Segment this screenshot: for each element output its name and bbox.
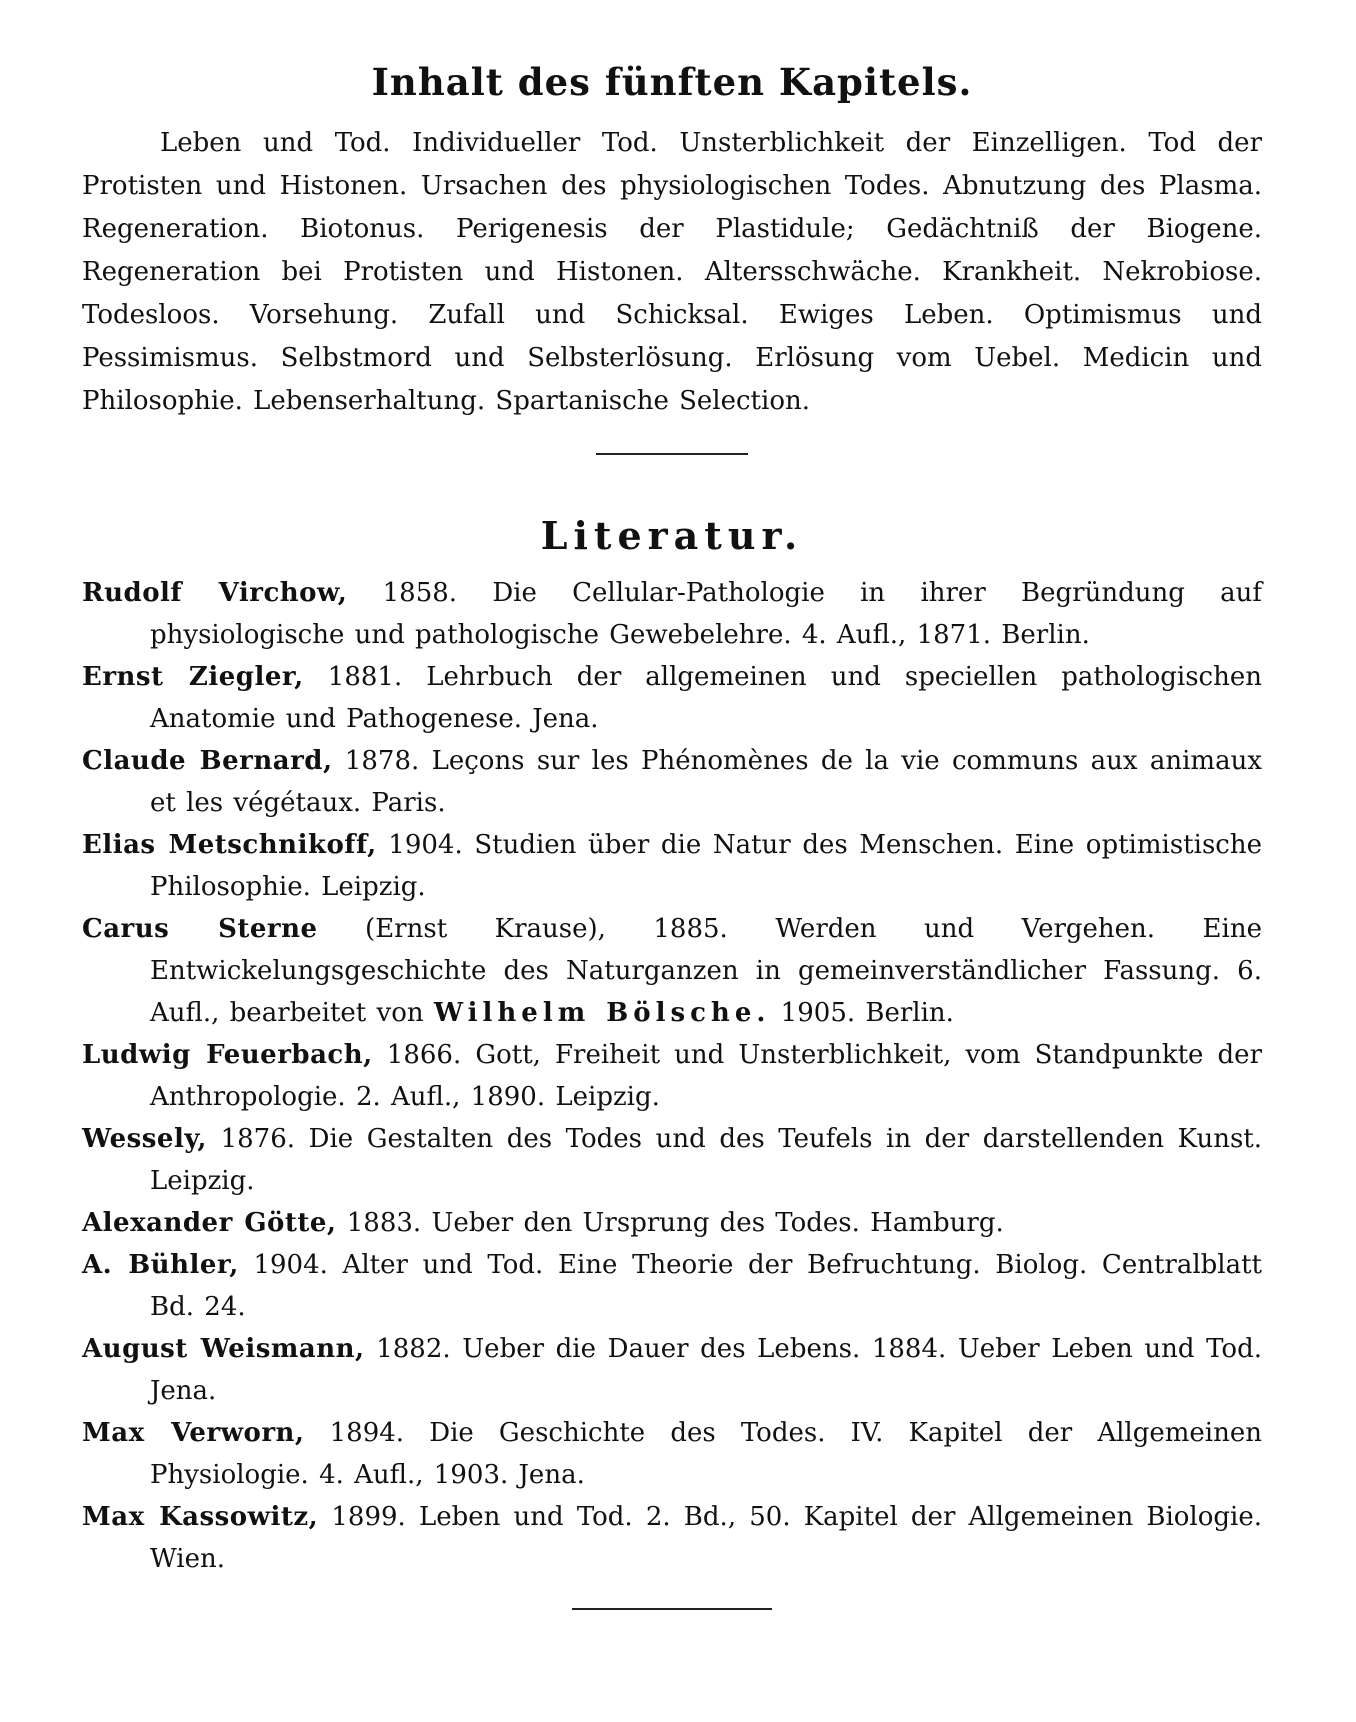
contents-summary: Leben und Tod. Individueller Tod. Unsterblichkeit der Einzelligen. Tod der Protisten und Histonen. Ursachen des physiologischen Todes. Abnutzung des Plasma. Regeneration. Biotonus. Perigenesis der Plastidule; Gedächtniß der Biogene. Regeneration bei Protisten und Histonen. Altersschwäche. Krankheit. Nekrobiose. Todesloos. Vorsehung. Zufall und Schicksal. Ewiges Leben. Optimismus und Pessimismus. Selbstmord und Selbsterlösung. Erlösung vom Uebel. Medicin und Philosophie. Lebenserhaltung. Spartanische Selection. (82, 128, 1262, 416)
reference-text: 1904. Alter und Tod. Eine Theorie der Befruchtung. Biolog. Centralblatt Bd. 24. (150, 1250, 1262, 1322)
reference-author: Claude Bernard, (82, 746, 333, 776)
reference-entry (82, 740, 1262, 824)
contents-heading: Inhalt des fünften Kapitels. (371, 60, 973, 104)
reference-text: 1904. Studien über die Natur des Menschen. Eine optimistische Philosophie. Leipzig. (150, 830, 1262, 902)
reference-author: Wessely, (82, 1124, 207, 1154)
reference-author: August Weismann, (82, 1334, 365, 1364)
reference-text: 1883. Ueber den Ursprung des Todes. Hamburg. (336, 1208, 1004, 1238)
reference-entry (82, 1496, 1262, 1580)
reference-entry (82, 656, 1262, 740)
reference-entry (82, 572, 1262, 656)
reference-author: Ludwig Feuerbach, (82, 1040, 373, 1070)
reference-text: 1899. Leben und Tod. 2. Bd., 50. Kapitel der Allgemeinen Biologie. Wien. (150, 1502, 1263, 1574)
reference-author: Rudolf Virchow, (82, 578, 348, 608)
reference-editor: Wilhelm Bölsche. (433, 998, 771, 1028)
reference-text: 1858. Die Cellular-Pathologie in ihrer Begründung auf physiologische und pathologische Gewebelehre. 4. Aufl., 1871. Berlin. (150, 578, 1263, 650)
reference-entry (82, 1328, 1262, 1412)
reference-author: Alexander Götte, (82, 1208, 337, 1238)
reference-entry (82, 1118, 1262, 1202)
reference-author: Ernst Ziegler, (82, 662, 304, 692)
reference-entry (82, 824, 1262, 908)
closing-divider (572, 1608, 772, 1610)
reference-author: A. Bühler, (82, 1250, 239, 1280)
literature-list (82, 572, 1262, 1580)
reference-text: 1878. Leçons sur les Phénomènes de la vie communs aux animaux et les végétaux. Paris. (150, 746, 1262, 818)
reference-entry (82, 908, 1262, 1034)
reference-author: Carus Sterne (82, 914, 318, 944)
reference-entry (82, 1244, 1262, 1328)
book-page (82, 60, 1262, 1610)
reference-text-tail: 1905. Berlin. (770, 998, 954, 1028)
reference-text: (Ernst Krause), 1885. Werden und Vergehen. Eine Entwickelungsgeschichte des Naturganzen in gemeinverständlicher Fassung. 6. Aufl., bearbeitet von (150, 914, 1262, 1028)
reference-entry (82, 1202, 1262, 1244)
reference-text: 1881. Lehrbuch der allgemeinen und speciellen pathologischen Anatomie und Pathogenese. Jena. (150, 662, 1262, 734)
reference-text: 1876. Die Gestalten des Todes und des Teufels in der darstellenden Kunst. Leipzig. (150, 1124, 1262, 1196)
reference-author: Max Kassowitz, (82, 1502, 319, 1532)
reference-text: 1894. Die Geschichte des Todes. IV. Kapitel der Allgemeinen Physiologie. 4. Aufl., 1903. Jena. (150, 1418, 1263, 1490)
reference-text: 1882. Ueber die Dauer des Lebens. 1884. Ueber Leben und Tod. Jena. (150, 1334, 1262, 1406)
reference-text: 1866. Gott, Freiheit und Unsterblichkeit, vom Standpunkte der Anthropologie. 2. Aufl., 1890. Leipzig. (150, 1040, 1262, 1112)
literature-heading: Literatur. (540, 513, 804, 558)
section-divider (596, 453, 748, 455)
reference-author: Max Verworn, (82, 1418, 305, 1448)
reference-entry (82, 1412, 1262, 1496)
reference-author: Elias Metschnikoff, (82, 830, 377, 860)
reference-entry (82, 1034, 1262, 1118)
